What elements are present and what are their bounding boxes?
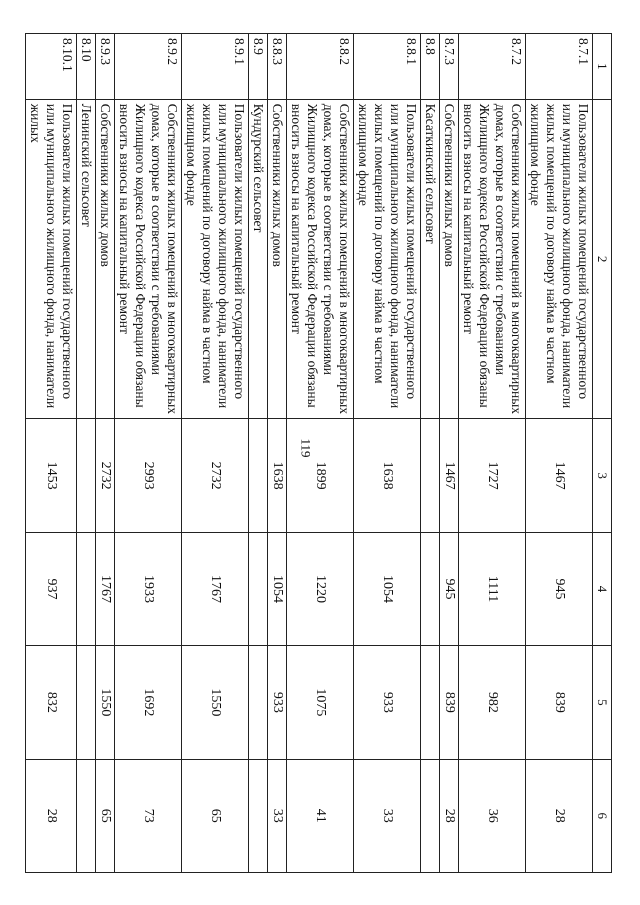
row-value-col3: 2732 [96,419,115,532]
row-value-col6: 65 [96,759,115,872]
row-value-col6: 28 [440,759,459,872]
table-row [268,34,287,873]
row-value-col5 [249,646,268,759]
row-value-col5: 839 [440,646,459,759]
header-cell-3: 3 [593,419,612,532]
row-value-col3: 2732 [182,419,249,532]
row-value-col3 [249,419,268,532]
table-row [115,34,182,873]
row-value-col6 [421,759,440,872]
row-value-col4: 1111 [459,532,526,645]
row-value-col3 [77,419,96,532]
row-value-col6: 36 [459,759,526,872]
row-value-col6: 28 [26,759,77,872]
table-row [96,34,115,873]
row-code: 8.8.1 [354,34,421,100]
header-cell-6: 6 [593,759,612,872]
row-value-col3: 1453 [26,419,77,532]
table-row [421,34,440,873]
row-code: 8.10 [77,34,96,100]
row-description: Собственники жилых помещений в многоквартирных домах, которые в соответствии с требованиями Жилищного кодекса Российской Федерации обязаны вносить взносы на капитальный ремонт [115,99,182,419]
row-code: 8.9.3 [96,34,115,100]
row-code: 8.9 [249,34,268,100]
row-description: Собственники жилых помещений в многоквартирных домах, которые в соответствии с требованиями Жилищного кодекса Российской Федерации обязаны вносить взносы на капитальный ремонт [287,99,354,419]
table-row [440,34,459,873]
row-description: Пользователи жилых помещений государственного или муниципального жилищного фонда, наниматели жилых помещений по договору найма в частном жилищном фонде [354,99,421,419]
row-value-col3: 1467 [526,419,593,532]
row-value-col6: 28 [526,759,593,872]
row-value-col4: 945 [526,532,593,645]
row-value-col4: 1767 [96,532,115,645]
row-value-col4: 1054 [354,532,421,645]
row-description: Пользователи жилых помещений государственного или муниципального жилищного фонда, наниматели жилых [26,99,77,419]
row-description: Собственники жилых помещений в многоквартирных домах, которые в соответствии с требованиями Жилищного кодекса Российской Федерации обязаны вносить взносы на капитальный ремонт [459,99,526,419]
row-code: 8.7.1 [526,34,593,100]
row-description: Кундурский сельсовет [249,99,268,419]
header-cell-4: 4 [593,532,612,645]
row-value-col3: 1638 [354,419,421,532]
row-value-col4: 1933 [115,532,182,645]
row-value-col4: 937 [26,532,77,645]
row-description: Собственники жилых домов [440,99,459,419]
row-code: 8.8.2 [287,34,354,100]
row-value-col5: 982 [459,646,526,759]
row-value-col4: 1054 [268,532,287,645]
row-value-col3: 1638 [268,419,287,532]
row-value-col4 [249,532,268,645]
tariff-table [25,33,612,873]
row-value-col5: 1550 [96,646,115,759]
row-value-col4 [421,532,440,645]
table-row [77,34,96,873]
header-cell-1: 1 [593,34,612,100]
row-description: Собственники жилых домов [268,99,287,419]
row-value-col6: 33 [354,759,421,872]
row-value-col5 [421,646,440,759]
table-row [354,34,421,873]
row-value-col5: 832 [26,646,77,759]
row-value-col4 [77,532,96,645]
table-row [459,34,526,873]
header-row [593,34,612,873]
header-cell-5: 5 [593,646,612,759]
page-number: 119 [298,438,314,458]
row-code: 8.10.1 [26,34,77,100]
row-value-col3: 1467 [440,419,459,532]
table-row [287,34,354,873]
row-value-col3: 1899 [287,419,354,532]
row-code: 8.7.2 [459,34,526,100]
row-value-col6 [249,759,268,872]
row-value-col4: 1220 [287,532,354,645]
row-description: Пользователи жилых помещений государственного или муниципального жилищного фонда, наниматели жилых помещений по договору найма в частном жилищном фонде [182,99,249,419]
row-value-col6: 65 [182,759,249,872]
row-description: Собственники жилых домов [96,99,115,419]
row-code: 8.8.3 [268,34,287,100]
row-value-col3 [421,419,440,532]
table-row [182,34,249,873]
row-value-col4: 945 [440,532,459,645]
rotated-table-container [28,33,612,873]
row-description: Ленинский сельсовет [77,99,96,419]
row-value-col5: 1075 [287,646,354,759]
row-value-col5: 933 [354,646,421,759]
row-code: 8.9.1 [182,34,249,100]
row-code: 8.9.2 [115,34,182,100]
row-code: 8.7.3 [440,34,459,100]
row-value-col5: 1550 [182,646,249,759]
table-row [26,34,77,873]
row-value-col3: 1727 [459,419,526,532]
row-value-col5: 933 [268,646,287,759]
row-value-col4: 1767 [182,532,249,645]
table-row [249,34,268,873]
row-value-col6: 33 [268,759,287,872]
row-description: Касаткинский сельсовет [421,99,440,419]
row-value-col3: 2993 [115,419,182,532]
row-code: 8.8 [421,34,440,100]
row-value-col6: 73 [115,759,182,872]
row-description: Пользователи жилых помещений государственного или муниципального жилищного фонда, наниматели жилых помещений по договору найма в частном жилищном фонде [526,99,593,419]
row-value-col5 [77,646,96,759]
table-row [526,34,593,873]
row-value-col5: 839 [526,646,593,759]
header-cell-2: 2 [593,99,612,419]
row-value-col6: 41 [287,759,354,872]
row-value-col5: 1692 [115,646,182,759]
row-value-col6 [77,759,96,872]
